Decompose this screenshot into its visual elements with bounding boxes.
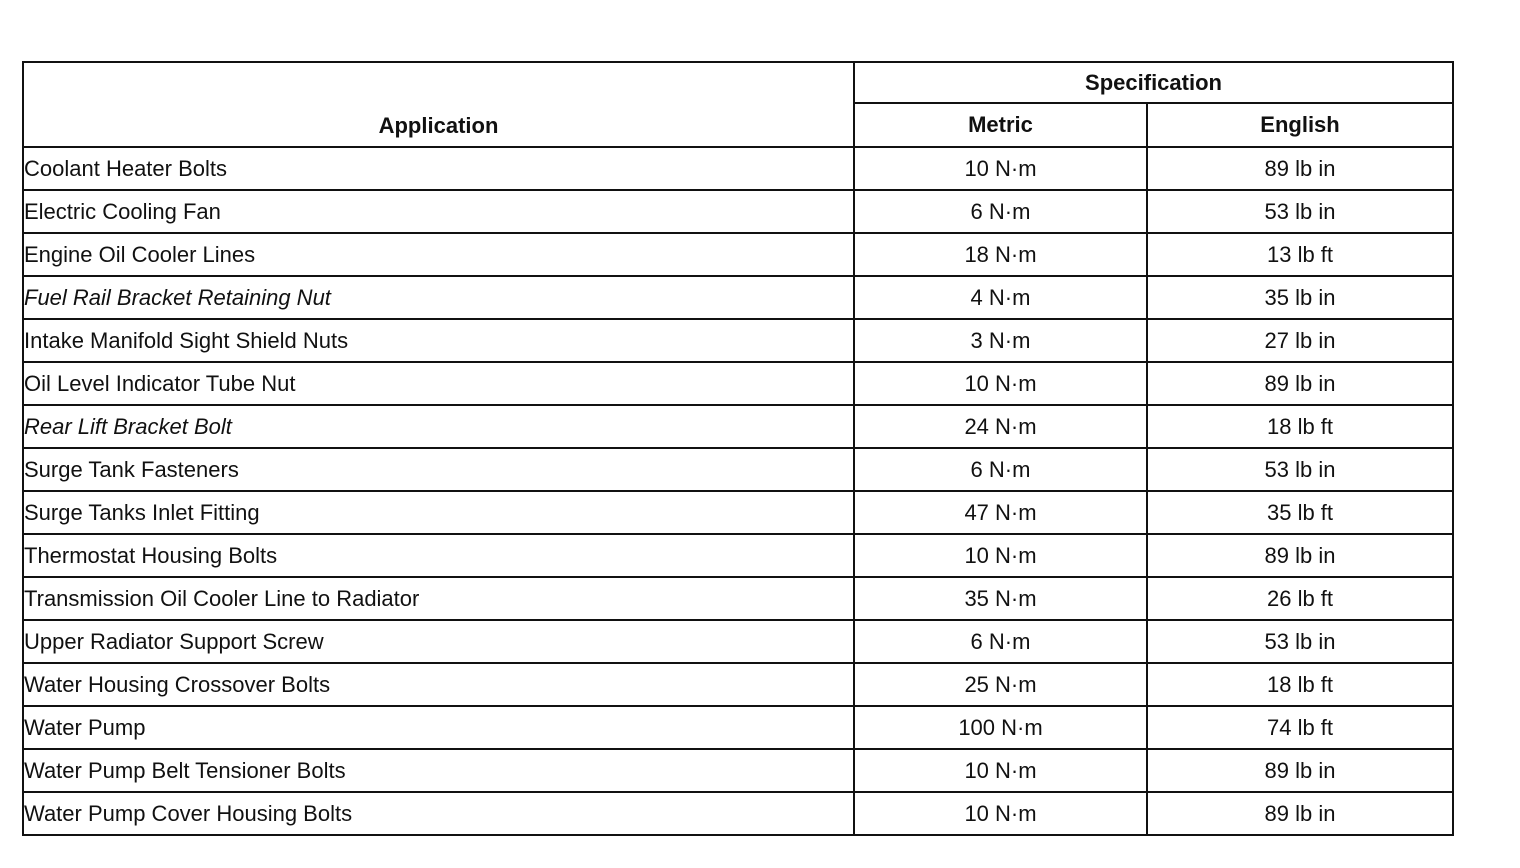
english-cell: 35 lb in — [1147, 276, 1453, 319]
english-cell: 18 lb ft — [1147, 405, 1453, 448]
table-row — [23, 749, 1453, 792]
english-cell: 53 lb in — [1147, 448, 1453, 491]
english-cell: 89 lb in — [1147, 362, 1453, 405]
table-row — [23, 405, 1453, 448]
application-cell: Electric Cooling Fan — [23, 190, 854, 233]
table-row — [23, 706, 1453, 749]
metric-cell: 47 N·m — [854, 491, 1147, 534]
application-cell: Engine Oil Cooler Lines — [23, 233, 854, 276]
table-body — [23, 147, 1453, 835]
application-cell: Fuel Rail Bracket Retaining Nut — [23, 276, 854, 319]
english-cell: 89 lb in — [1147, 147, 1453, 190]
metric-cell: 18 N·m — [854, 233, 1147, 276]
metric-cell: 100 N·m — [854, 706, 1147, 749]
application-cell: Upper Radiator Support Screw — [23, 620, 854, 663]
table-row — [23, 577, 1453, 620]
table-row — [23, 319, 1453, 362]
metric-cell: 4 N·m — [854, 276, 1147, 319]
table-row — [23, 233, 1453, 276]
table-row — [23, 620, 1453, 663]
metric-cell: 3 N·m — [854, 319, 1147, 362]
table-row — [23, 448, 1453, 491]
table-row — [23, 491, 1453, 534]
application-cell: Rear Lift Bracket Bolt — [23, 405, 854, 448]
english-cell: 18 lb ft — [1147, 663, 1453, 706]
english-cell: 26 lb ft — [1147, 577, 1453, 620]
table-header — [23, 62, 1453, 147]
table-row — [23, 663, 1453, 706]
metric-cell: 24 N·m — [854, 405, 1147, 448]
metric-cell: 6 N·m — [854, 448, 1147, 491]
english-cell: 53 lb in — [1147, 620, 1453, 663]
fastener-torque-table — [22, 61, 1454, 836]
specification-header: Specification — [854, 62, 1453, 103]
metric-cell: 10 N·m — [854, 534, 1147, 577]
english-cell: 89 lb in — [1147, 749, 1453, 792]
table-row — [23, 792, 1453, 835]
metric-cell: 10 N·m — [854, 147, 1147, 190]
application-cell: Water Pump Cover Housing Bolts — [23, 792, 854, 835]
metric-header: Metric — [854, 103, 1147, 147]
application-cell: Coolant Heater Bolts — [23, 147, 854, 190]
metric-cell: 35 N·m — [854, 577, 1147, 620]
table-row — [23, 147, 1453, 190]
application-cell: Surge Tanks Inlet Fitting — [23, 491, 854, 534]
application-cell: Thermostat Housing Bolts — [23, 534, 854, 577]
english-cell: 53 lb in — [1147, 190, 1453, 233]
english-cell: 27 lb in — [1147, 319, 1453, 362]
english-cell: 89 lb in — [1147, 792, 1453, 835]
application-cell: Water Housing Crossover Bolts — [23, 663, 854, 706]
metric-cell: 10 N·m — [854, 749, 1147, 792]
table-row — [23, 276, 1453, 319]
table-row — [23, 190, 1453, 233]
metric-cell: 10 N·m — [854, 792, 1147, 835]
application-cell: Transmission Oil Cooler Line to Radiator — [23, 577, 854, 620]
english-cell: 74 lb ft — [1147, 706, 1453, 749]
application-cell: Intake Manifold Sight Shield Nuts — [23, 319, 854, 362]
application-cell: Water Pump Belt Tensioner Bolts — [23, 749, 854, 792]
metric-cell: 10 N·m — [854, 362, 1147, 405]
header-row-top — [23, 62, 1453, 103]
english-cell: 89 lb in — [1147, 534, 1453, 577]
application-header: Application — [23, 62, 854, 147]
application-cell: Oil Level Indicator Tube Nut — [23, 362, 854, 405]
table-row — [23, 362, 1453, 405]
application-cell: Surge Tank Fasteners — [23, 448, 854, 491]
metric-cell: 6 N·m — [854, 190, 1147, 233]
english-header: English — [1147, 103, 1453, 147]
metric-cell: 6 N·m — [854, 620, 1147, 663]
english-cell: 35 lb ft — [1147, 491, 1453, 534]
table-row — [23, 534, 1453, 577]
metric-cell: 25 N·m — [854, 663, 1147, 706]
english-cell: 13 lb ft — [1147, 233, 1453, 276]
application-cell: Water Pump — [23, 706, 854, 749]
